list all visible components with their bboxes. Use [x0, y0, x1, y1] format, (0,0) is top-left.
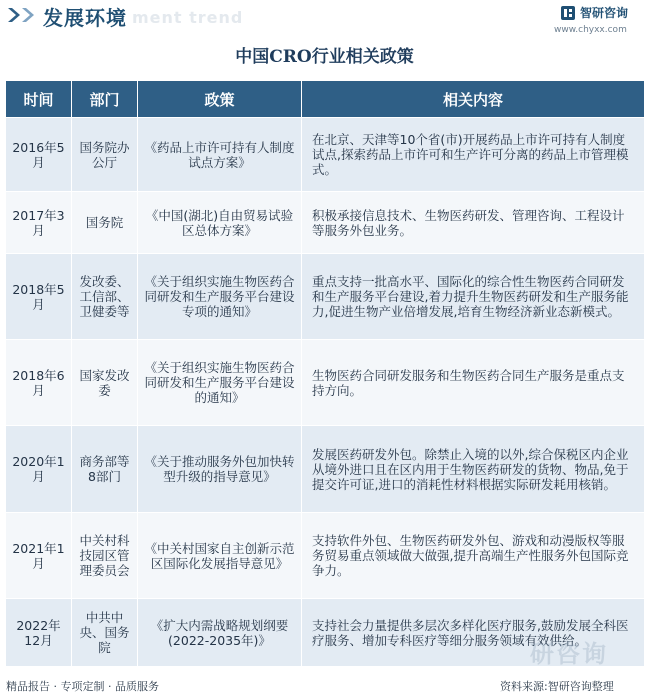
column-header-department: 部门 [72, 81, 138, 118]
section-title: 发展环境 [43, 6, 127, 30]
column-header-content: 相关内容 [302, 81, 645, 118]
content-cell: 发展医药研发外包。除禁止入境的以外,综合保税区内企业从境外进口且在区内用于生物医药研发的货物、物品,免于提交许可证,进口的消耗性材料根据实际研发耗用核销。 [302, 426, 645, 513]
policy-cell: 《关于组织实施生物医药合同研发和生产服务平台建设专项的通知》 [138, 254, 302, 340]
column-header-time: 时间 [6, 81, 72, 118]
time-cell: 2016年5月 [6, 118, 72, 192]
footer-slogan: 精品报告 · 专项定制 · 品质服务 [6, 680, 159, 693]
time-cell: 2017年3月 [6, 192, 72, 254]
brand-name: 智研咨询 [580, 6, 629, 20]
content-cell: 支持社会力量提供多层次多样化医疗服务,鼓励发展全科医疗服务、增加专科医疗等细分服务领域有效供给。 [302, 599, 645, 667]
policy-table [5, 80, 645, 667]
source-note: 资料来源:智研咨询整理 [500, 680, 614, 693]
footer-watermark: 研咨询 [530, 640, 608, 668]
time-cell: 2022年12月 [6, 599, 72, 667]
table-row [6, 192, 645, 254]
content-cell: 在北京、天津等10个省(市)开展药品上市许可持有人制度试点,探索药品上市许可和生产许可分离的药品上市管理模式。 [302, 118, 645, 192]
brand-url: www.chyxx.com [554, 25, 627, 35]
page-footer [0, 674, 649, 697]
department-cell: 中共中央、国务院 [72, 599, 138, 667]
table-header-row [6, 81, 645, 118]
table-row [6, 118, 645, 192]
department-cell: 国家发改委 [72, 340, 138, 426]
table-row [6, 513, 645, 599]
content-cell: 重点支持一批高水平、国际化的综合性生物医药合同研发和生产服务平台建设,着力提升生物医药研发和生产服务能力,促进生物产业倍增发展,培育生物经济新业态新模式。 [302, 254, 645, 340]
chevron-right-icon [20, 6, 38, 24]
policy-cell: 《关于组织实施生物医药合同研发和生产服务平台建设的通知》 [138, 340, 302, 426]
content-cell: 支持软件外包、生物医药研发外包、游戏和动漫版权等服务贸易重点领域做大做强,提升高端生产性服务外包国际竞争力。 [302, 513, 645, 599]
time-cell: 2021年1月 [6, 513, 72, 599]
department-cell: 中关村科技园区管理委员会 [72, 513, 138, 599]
policy-cell: 《中国(湖北)自由贸易试验区总体方案》 [138, 192, 302, 254]
page-header [0, 0, 649, 38]
department-cell: 发改委、工信部、卫健委等 [72, 254, 138, 340]
department-cell: 商务部等8部门 [72, 426, 138, 513]
policy-cell: 《扩大内需战略规划纲要(2022-2035年)》 [138, 599, 302, 667]
time-cell: 2018年6月 [6, 340, 72, 426]
policy-cell: 《中关村国家自主创新示范区国际化发展指导意见》 [138, 513, 302, 599]
brand [560, 4, 628, 21]
table-row [6, 426, 645, 513]
content-cell: 生物医药合同研发服务和生物医药合同生产服务是重点支持方向。 [302, 340, 645, 426]
table-row [6, 340, 645, 426]
time-cell: 2018年5月 [6, 254, 72, 340]
table-row [6, 254, 645, 340]
department-cell: 国务院办公厅 [72, 118, 138, 192]
table-title: 中国CRO行业相关政策 [235, 47, 414, 67]
policy-cell: 《关于推动服务外包加快转型升级的指导意见》 [138, 426, 302, 513]
policy-cell: 《药品上市许可持有人制度试点方案》 [138, 118, 302, 192]
time-cell: 2020年1月 [6, 426, 72, 513]
column-header-policy: 政策 [138, 81, 302, 118]
brand-logo-icon [560, 5, 576, 21]
department-cell: 国务院 [72, 192, 138, 254]
content-cell: 积极承接信息技术、生物医药研发、管理咨询、工程设计等服务外包业务。 [302, 192, 645, 254]
header-watermark: ment trend [132, 8, 244, 27]
